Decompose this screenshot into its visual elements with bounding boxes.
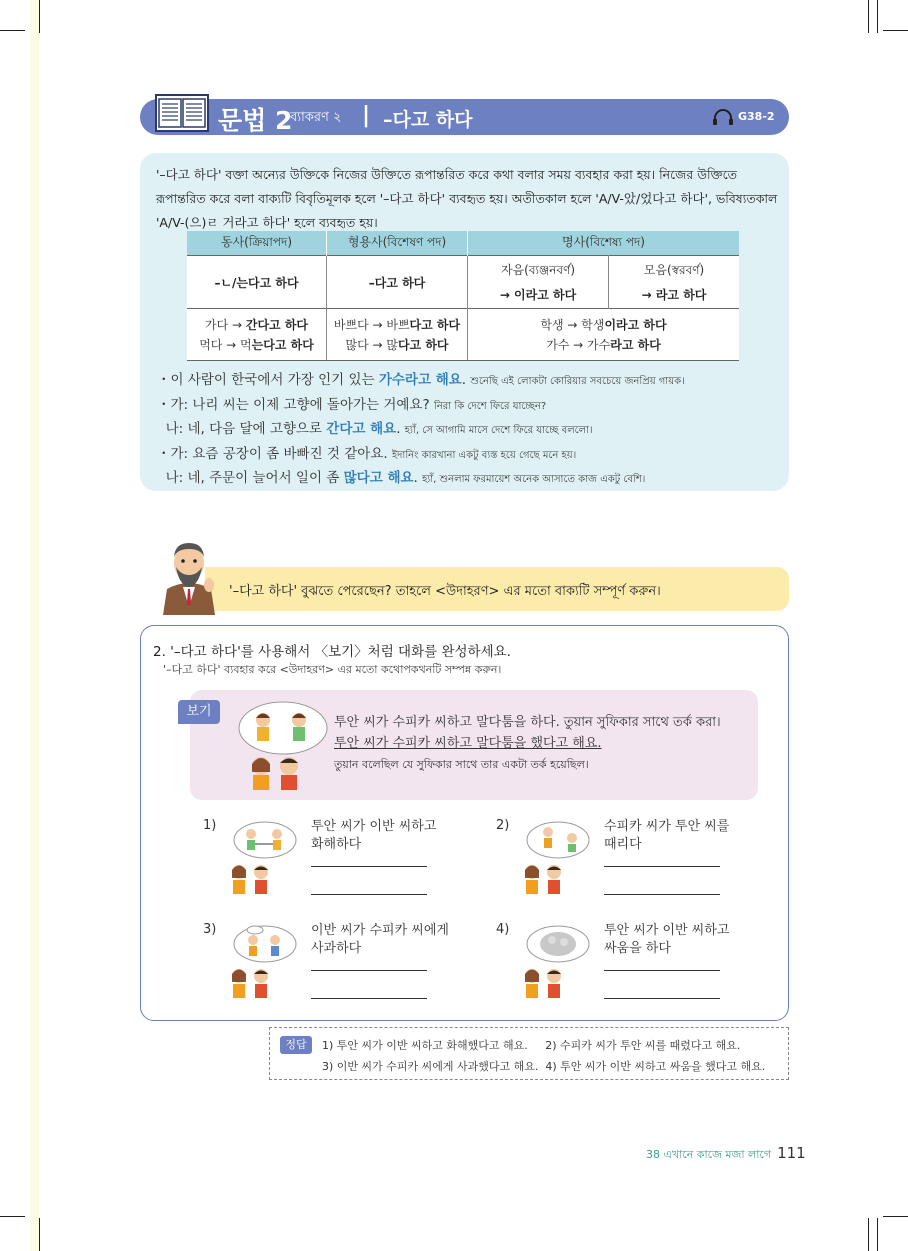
answer-key-line: 1) 투안 씨가 이반 씨하고 화해했다고 해요. 2) 수피카 씨가 투안 씨를 때렸다고 해요. <box>322 1039 741 1052</box>
answer-line[interactable] <box>311 998 427 999</box>
sentence-highlight: 가수라고 해요 <box>378 372 462 388</box>
item-prompt-line: 투안 씨가 이반 씨하고 <box>604 923 730 938</box>
example-result: 다고 하다 <box>397 337 449 352</box>
item-illustration <box>518 924 590 998</box>
item-prompt-line: 투안 씨가 이반 씨하고 <box>311 819 437 834</box>
section-header <box>140 99 789 135</box>
crop-mark <box>877 0 878 33</box>
noun-vowel-rule <box>609 256 740 309</box>
explanation-text <box>156 163 776 235</box>
title-separator: | <box>362 103 371 128</box>
answer-line[interactable] <box>311 866 427 867</box>
example-sentence <box>157 467 685 492</box>
answer-line[interactable] <box>604 866 720 867</box>
example-illustration <box>231 700 331 790</box>
example-sentence <box>157 418 685 443</box>
page-footer <box>646 1144 806 1165</box>
crop-mark <box>868 0 869 33</box>
item-prompt <box>604 818 729 854</box>
sentence-translation: হ্যাঁ, শুনলাম ফরমায়েশ অনেক আসাতে কাজ একটু বেশি। <box>422 474 646 485</box>
example-base: 가다 → <box>204 317 246 332</box>
item-prompt-line: 때리다 <box>604 837 642 852</box>
table-header-noun: 명사(বিশেষ্য পদ) <box>468 231 740 256</box>
item-number: 2) <box>496 818 510 833</box>
example-base: 학생 → 학생 <box>540 317 605 332</box>
crop-mark <box>0 30 25 31</box>
item-illustration <box>518 820 590 894</box>
exercise-item-3 <box>203 922 503 1014</box>
item-number: 3) <box>203 922 217 937</box>
answer-line[interactable] <box>311 894 427 895</box>
sentence-text: ・가: 나리 씨는 이제 고향에 돌아가는 거예요? <box>157 396 430 413</box>
exercise-item-2 <box>496 818 796 910</box>
section-title: 문법 2 <box>218 106 293 135</box>
sentence-text: ・가: 요즘 공장이 좀 바빠진 것 같아요. <box>157 445 388 462</box>
item-prompt <box>604 922 729 958</box>
grammar-topic: –다고 하다 <box>383 109 473 131</box>
grammar-table <box>187 231 739 361</box>
banner-text: '–다고 하다' বুঝতে পেরেছেন? তাহলে <উদাহরণ> এর মতো বাক্যটি সম্পূর্ণ করুন। <box>229 584 661 599</box>
item-prompt-line: 싸움을 하다 <box>604 941 671 956</box>
sentence-translation: ইদানিং কারখানা একটু ব্যস্ত হয়ে গেছে মনে হয়। <box>391 449 577 461</box>
explanation-line: '–다고 하다' বক্তা অন্যের উক্তিকে নিজের উক্তিতে রূপান্তরিত করে কথা বলার সময় ব্যবহার করা হয়। নিজের উক্তিতে <box>156 167 738 182</box>
item-prompt-line: 사과하다 <box>311 941 362 956</box>
sentence-text: 나: 네, 다음 달에 고향으로 <box>157 421 327 437</box>
sentence-end: . <box>413 470 418 486</box>
sentence-end: . <box>396 421 401 437</box>
example-label: 보기 <box>178 700 220 724</box>
sentence-translation: নিরা কি দেশে ফিরে যাচ্ছেন? <box>433 400 547 412</box>
exercise-item-4 <box>496 922 796 1014</box>
sentence-highlight: 많다고 해요 <box>343 470 414 486</box>
crop-mark <box>39 1218 40 1251</box>
vowel-label: 모음(স্বরবর্ণ) <box>643 263 705 277</box>
answer-key <box>269 1027 789 1080</box>
item-prompt <box>311 922 449 958</box>
item-prompt <box>311 818 436 854</box>
example-result: 간다고 하다 <box>245 317 308 332</box>
item-number: 4) <box>496 922 510 937</box>
example-text <box>334 712 721 775</box>
item-prompt-line: 화해하다 <box>311 837 362 852</box>
example-result: 라고 하다 <box>610 337 661 352</box>
example-result: 다고 하다 <box>409 317 461 332</box>
page-edge-strip <box>30 0 39 1251</box>
headphones-icon[interactable] <box>712 108 734 126</box>
section-subtitle: ব্যাকরণ ২ <box>290 110 342 125</box>
page-number: 111 <box>777 1144 806 1162</box>
item-number: 1) <box>203 818 217 833</box>
exercise-instruction: 2. '–다고 하다'를 사용해서 〈보기〉처럼 대화를 완성하세요. <box>153 644 511 660</box>
verb-rule: –ㄴ/는다고 하다 <box>187 256 327 309</box>
answer-line[interactable] <box>604 894 720 895</box>
check-banner <box>205 567 789 611</box>
adjective-examples <box>327 309 468 361</box>
example-base: 많다 → 많 <box>345 337 398 352</box>
example-base: 먹다 → 먹 <box>199 337 252 352</box>
verb-examples <box>187 309 327 361</box>
chapter-title: 38 এখানে কাজে মজা লাগে <box>646 1148 772 1161</box>
example-result: 는다고 하다 <box>251 337 314 352</box>
consonant-label: 자음(ব্যঞ্জনবর্ণ) <box>500 263 576 277</box>
example-result: 이라고 하다 <box>604 317 667 332</box>
example-sentence <box>157 369 685 394</box>
audio-track-code: G38-2 <box>738 110 775 123</box>
explanation-box <box>140 153 789 491</box>
crop-mark <box>39 0 40 33</box>
sentence-translation: শুনেছি এই লোকটা কোরিয়ার সবচেয়ে জনপ্রিয় গায়ক। <box>470 376 685 387</box>
sentence-text: ・이 사람이 한국에서 가장 인기 있는 <box>157 372 379 388</box>
example-sentence <box>157 394 685 419</box>
exercise-item-1 <box>203 818 503 910</box>
noun-consonant-rule <box>468 256 609 309</box>
vowel-form: → 라고 하다 <box>641 288 707 302</box>
sentence-translation: হ্যাঁ, সে আগামি মাসে দেশে ফিরে যাচ্ছে বললো। <box>404 425 593 436</box>
answer-key-label: 정답 <box>280 1036 312 1054</box>
item-prompt-line: 이반 씨가 수피카 씨에게 <box>311 923 449 938</box>
example-base: 바쁘다 → 바쁘 <box>333 317 410 332</box>
adjective-rule: –다고 하다 <box>327 256 468 309</box>
explanation-line: 'A/V-(으)ㄹ 거라고 하다' হলে ব্যবহৃত হয়। <box>156 215 378 230</box>
answer-line[interactable] <box>604 970 720 971</box>
example-sentences <box>157 369 685 492</box>
sentence-highlight: 간다고 해요 <box>326 421 397 437</box>
item-prompt-line: 수피카 씨가 투안 씨를 <box>604 819 730 834</box>
crop-mark <box>883 30 908 31</box>
example-answer-translation: তুয়ান বলেছিল যে সুফিকার সাথে তার একটা তর্ক হয়েছিল। <box>334 758 589 771</box>
teacher-illustration <box>157 537 221 615</box>
exercise-box <box>140 625 789 1021</box>
answer-line[interactable] <box>311 970 427 971</box>
example-answer: 투안 씨가 수피카 씨하고 말다툼을 했다고 해요. <box>334 736 602 751</box>
sentence-end: . <box>461 372 467 388</box>
crop-mark <box>868 1218 869 1251</box>
example-sentence <box>157 443 685 468</box>
consonant-form: → 이라고 하다 <box>499 288 577 302</box>
exercise-instruction-translation: '–다고 하다' ব্যবহার করে <উদাহরণ> এর মতো কথোপকথনটি সম্পন্ন করুন। <box>163 663 502 676</box>
item-illustration <box>225 924 297 998</box>
explanation-line: রূপান্তরিত করে বলা বাক্যটি বিবৃতিমূলক হলে '–다고 하다' ব্যবহৃত হয়। অতীতকাল হলে 'A/V-았/었다고 하다', ভবিষ্যতকাল <box>156 191 778 206</box>
example-prompt: 투안 씨가 수피카 씨하고 말다툼을 하다. তুয়ান সুফিকার সাথে তর্ক করা। <box>334 715 721 730</box>
answer-key-line: 3) 이반 씨가 수피카 씨에게 사과했다고 해요. 4) 투안 씨가 이반 씨하고 싸움을 했다고 해요. <box>322 1060 766 1073</box>
example-base: 가수 → 가수 <box>546 337 611 352</box>
crop-mark <box>877 1218 878 1251</box>
item-illustration <box>225 820 297 894</box>
noun-examples <box>468 309 740 361</box>
crop-mark <box>883 1216 908 1217</box>
book-icon <box>154 93 210 133</box>
answer-line[interactable] <box>604 998 720 999</box>
table-header-verb: 동사(ক্রিয়াপদ) <box>187 231 327 256</box>
sentence-text: 나: 네, 주문이 늘어서 일이 좀 <box>157 470 344 486</box>
crop-mark <box>0 1216 25 1217</box>
table-header-adjective: 형용사(বিশেষণ পদ) <box>327 231 468 256</box>
